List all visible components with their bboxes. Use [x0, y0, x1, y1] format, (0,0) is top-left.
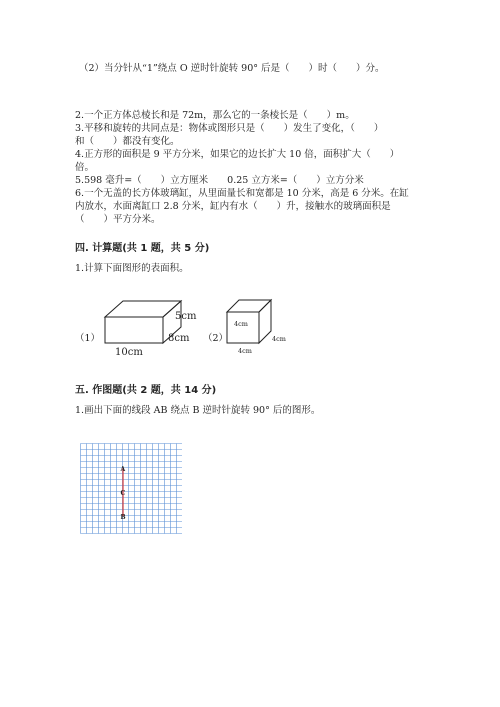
cube-bottom-label: 4cm	[238, 347, 252, 355]
point-c-label: C	[120, 490, 126, 497]
question-3-line1: 3.平移和旋转的共同点是：物体或图形只是（ ）发生了变化，（ ）	[75, 123, 384, 134]
surface-area-figures	[75, 295, 305, 360]
question-6-line2: 内放水，水面离缸口 2.8 分米，缸内有水（ ）升，接触水的玻璃面积是	[75, 201, 391, 212]
rotation-grid	[80, 443, 182, 535]
point-b-label: B	[120, 514, 126, 521]
question-4-line1: 4.正方形的面积是 9 平方分米，如果它的边长扩大 10 倍，面积扩大（ ）	[75, 149, 400, 160]
section-5-heading: 五. 作图题(共 2 题，共 14 分)	[75, 385, 217, 396]
section-5-question-1: 1.画出下面的线段 AB 绕点 B 逆时针旋转 90° 后的图形。	[75, 405, 321, 416]
question-clock-part2: （2）当分针从“1”绕点 O 逆时针旋转 90° 后是（ ）时（ ）分。	[79, 63, 385, 74]
question-3-line2: 和（ ）都没有变化。	[75, 136, 180, 147]
cube-front-label: 4cm	[234, 320, 248, 328]
figure-1-label: （1）	[75, 333, 101, 344]
question-6-line1: 6.一个无盖的长方体玻璃缸，从里面量长和宽都是 10 分米，高是 6 分米。在缸	[75, 188, 409, 199]
section-4-question-1: 1.计算下面图形的表面积。	[75, 263, 189, 274]
question-4-line2: 倍。	[75, 162, 95, 173]
question-5: 5.598 毫升=（ ）立方厘米 0.25 立方米=（ ）立方分米	[75, 175, 364, 186]
point-a-label: A	[120, 466, 126, 473]
question-2: 2.一个正方体总棱长和是 72m，那么它的一条棱长是（ ）m。	[75, 110, 355, 121]
cuboid-length-label: 10cm	[115, 347, 143, 358]
section-4-heading: 四. 计算题(共 1 题，共 5 分)	[75, 243, 210, 254]
cuboid-height-label: 5cm	[175, 311, 197, 322]
figure-2-label: （2）	[203, 333, 229, 344]
cube-side-label: 4cm	[272, 335, 286, 343]
question-6-line3: （ ）平方分米。	[75, 214, 161, 225]
cuboid-width-label: 8cm	[168, 333, 190, 344]
grid-lines	[81, 444, 183, 534]
